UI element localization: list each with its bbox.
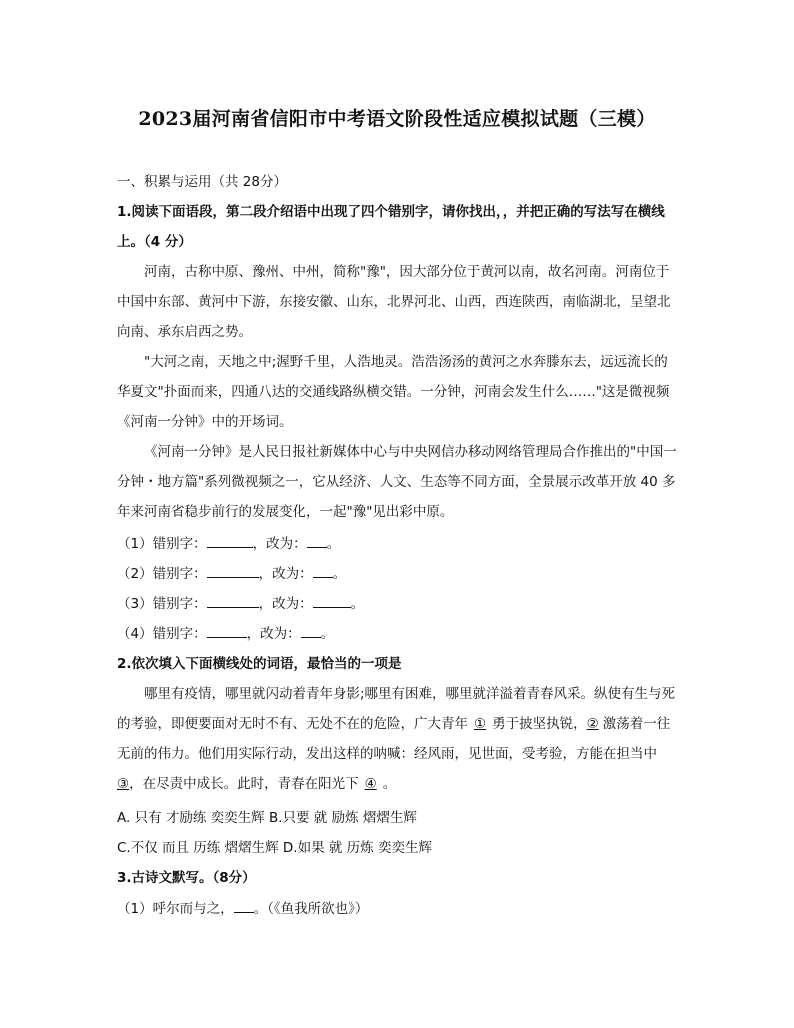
blank-marker-3: ③ <box>117 776 130 792</box>
answer-line-1: （1）错别字： ，改为： 。 <box>117 536 341 552</box>
answer-blank[interactable] <box>207 564 259 578</box>
answer-line-3: （3）错别字： ，改为： 。 <box>117 596 365 612</box>
q2-passage-line3: 无前的伟力。他们用实际行动，发出这样的呐喊：经风雨，见世面，受考验，方能在担当中 <box>117 746 657 762</box>
section-heading: 一、积累与运用（共 28分） <box>117 174 287 190</box>
passage-p1-line2: 中国中东部、黄河中下游，东接安徽、山东，北界河北、山西，西连陕西，南临湖北，呈望北 <box>117 294 671 310</box>
answer-blank[interactable] <box>313 594 351 608</box>
answer-blank[interactable] <box>301 624 321 638</box>
passage-p3-line1: 《河南一分钟》是人民日报社新媒体中心与中央网信办移动网络管理局合作推出的"中国一 <box>144 444 677 460</box>
passage-p3-line2: 分钟・地方篇"系列微视频之一，它从经济、人文、生态等不同方面，全景展示改革开放 40 多 <box>117 474 676 490</box>
answer-blank[interactable] <box>207 534 253 548</box>
answer-blank[interactable] <box>234 899 254 913</box>
q2-passage-line2: 的考验，即便要面对无时不有、无处不在的危险，广大青年 ① 勇于披坚执锐，② 激荡着一往 <box>117 716 671 732</box>
passage-p1-line1: 河南，古称中原、豫州、中州，简称"豫"，因大部分位于黄河以南，故名河南。河南位于 <box>144 264 670 280</box>
option-a-b: A. 只有 才励练 奕奕生辉 B.只要 就 励炼 熠熠生辉 <box>117 810 417 826</box>
passage-p2-line1: "大河之南，天地之中;渥野千里，人浩地灵。浩浩汤汤的黄河之水奔滕东去，远远流长的 <box>144 354 668 370</box>
question-1-stem: 1.阅读下面语段，第二段介绍语中出现了四个错别字，请你找出，，并把正确的写法写在横线 <box>117 204 665 220</box>
blank-marker-2: ② <box>586 716 599 732</box>
option-c-d: C.不仅 而且 历练 熠熠生辉 D.如果 就 历炼 奕奕生辉 <box>117 840 432 856</box>
q2-passage-line1: 哪里有疫情，哪里就闪动着青年身影;哪里有困难，哪里就洋溢着青春风采。纵使有生与死 <box>144 686 676 702</box>
answer-line-4: （4）错别字： ，改为： 。 <box>117 626 335 642</box>
passage-p3-line3: 年来河南省稳步前行的发展变化，一起"豫"见出彩中原。 <box>117 504 454 520</box>
answer-blank[interactable] <box>207 594 259 608</box>
q2-passage-line4: ③，在尽责中成长。此时，青春在阳光下 ④ 。 <box>117 776 397 792</box>
answer-line-2: （2）错别字： ，改为： 。 <box>117 566 347 582</box>
passage-p1-line3: 向南、承东启西之势。 <box>117 324 252 340</box>
q3-item-1: （1）呼尔而与之， 。（《鱼我所欲也》） <box>117 901 369 917</box>
blank-marker-4: ④ <box>364 776 377 792</box>
answer-blank[interactable] <box>307 534 327 548</box>
question-1-stem-cont: 上。（4 分） <box>117 234 192 250</box>
blank-marker-1: ① <box>474 716 487 732</box>
question-3-stem: 3.古诗文默写。（8分） <box>117 870 256 886</box>
page-title: 2023届河南省信阳市中考语文阶段性适应模拟试题（三模） <box>138 108 656 130</box>
question-2-stem: 2.依次填入下面横线处的词语，最恰当的一项是 <box>117 656 402 672</box>
passage-p2-line2: 华夏文"扑面而来，四通八达的交通线路纵横交错。一分钟，河南会发生什么……"这是微视频 <box>117 384 670 400</box>
passage-p2-line3: 《河南一分钟》中的开场词。 <box>117 414 293 430</box>
answer-blank[interactable] <box>207 624 247 638</box>
answer-blank[interactable] <box>313 564 333 578</box>
